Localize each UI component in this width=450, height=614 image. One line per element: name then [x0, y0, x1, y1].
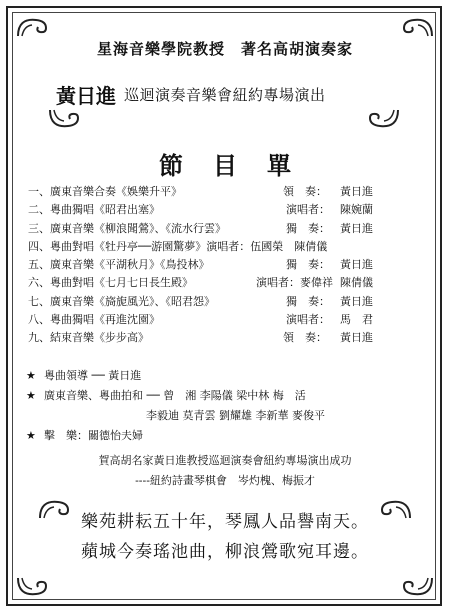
- program-item: 五、廣東音樂《平湖秋月》《鳥投林》: [28, 258, 210, 272]
- concert-title: 巡迴演奏音樂會紐約專場演出: [124, 86, 326, 104]
- poem-line: 樂苑耕耘五十年，琴鳳人品譽南天。: [81, 512, 369, 532]
- header-subtitle: 星海音樂學院教授 著名高胡演奏家: [96, 40, 353, 58]
- program-performer: 黃日進: [340, 258, 373, 272]
- program-item: 二、粵曲獨唱《昭君出塞》: [28, 203, 160, 217]
- scroll-ornament-icon: [16, 16, 52, 38]
- program-row: [28, 293, 388, 311]
- program-performer: 黃日進: [340, 294, 373, 308]
- performer-name: 黃日進: [56, 84, 116, 108]
- star-icon: ★: [26, 369, 36, 382]
- program-list: [28, 183, 388, 348]
- star-icon: ★: [26, 389, 36, 402]
- congratulation-signature: ----紐約詩畫琴棋會 岑灼槐、梅振才: [135, 474, 315, 487]
- credit-accompany-cont: 李毅迪 莫青雲 劉耀雄 李新華 麥俊平: [146, 409, 325, 422]
- program-item: 一、廣東音樂合奏《娛樂升平》: [28, 185, 182, 198]
- program-performer: 黃日進: [340, 331, 373, 345]
- program-row: [28, 183, 388, 201]
- page-title: 節目單: [159, 151, 321, 180]
- poem-line: 蘋城今奏瑤池曲，柳浪鶯歌宛耳邊。: [81, 542, 369, 562]
- scroll-ornament-icon: [398, 576, 434, 598]
- program-row: [28, 311, 388, 329]
- program-row: [28, 201, 388, 219]
- program-item: 四、粵曲對唱《牡丹亭──游園驚夢》演唱者：伍國榮 陳倩儀: [28, 239, 328, 253]
- congratulation-note: [0, 451, 450, 491]
- program-row: [28, 329, 388, 347]
- program-role: 領 奏：: [283, 331, 327, 345]
- program-performer: 黃日進: [340, 185, 373, 198]
- program-role: 獨 奏：: [286, 258, 330, 272]
- program-row: [28, 220, 388, 238]
- credit-lead: ★ 粵曲領導 ── 黃日進: [26, 366, 416, 386]
- credit-accompany: ★ 廣東音樂、粵曲拍和 ── 曾 湘 李陽儀 梁中林 梅 活: [26, 386, 416, 406]
- program-performer: 黃日進: [340, 221, 373, 235]
- scroll-ornament-icon: [48, 108, 84, 130]
- program-role: 演唱者：: [286, 313, 330, 327]
- scroll-ornament-icon: [364, 108, 400, 130]
- scroll-ornament-icon: [16, 576, 52, 598]
- credits: [26, 366, 416, 446]
- star-icon: ★: [26, 429, 36, 442]
- program-item: 三、廣東音樂《柳浪聞鶯》、《流水行雲》: [28, 221, 226, 235]
- program-role: 演唱者：: [286, 203, 330, 217]
- program-role: 領 奏：: [283, 185, 327, 198]
- program-performer: 馬 君: [340, 313, 373, 327]
- program-row: [28, 256, 388, 274]
- program-performer: 陳婉蘭: [340, 203, 373, 217]
- program-role: 獨 奏：: [286, 221, 330, 235]
- program-row: [28, 238, 388, 256]
- header-title: [56, 80, 396, 109]
- program-item: 八、粵曲獨唱《再進沈園》: [28, 313, 160, 327]
- congratulation-line: 賀高胡名家黃日進教授巡迴演奏會紐約專場演出成功: [98, 454, 352, 467]
- program-row: [28, 274, 388, 292]
- credit-percussion: ★ 擊 樂：關德怡夫婦: [26, 426, 416, 446]
- program-role: 獨 奏：: [286, 294, 330, 308]
- program-item: 七、廣東音樂《旖旎風光》、《昭君怨》: [28, 294, 215, 308]
- program-item: 九、結束音樂《步步高》: [28, 331, 149, 345]
- scroll-ornament-icon: [398, 16, 434, 38]
- poem: [0, 507, 450, 567]
- program-performer: 陳倩儀: [340, 276, 373, 290]
- program-role: 演唱者：麥偉祥: [256, 276, 333, 290]
- program-item: 六、粵曲對唱《七月七日長生殿》: [28, 276, 193, 290]
